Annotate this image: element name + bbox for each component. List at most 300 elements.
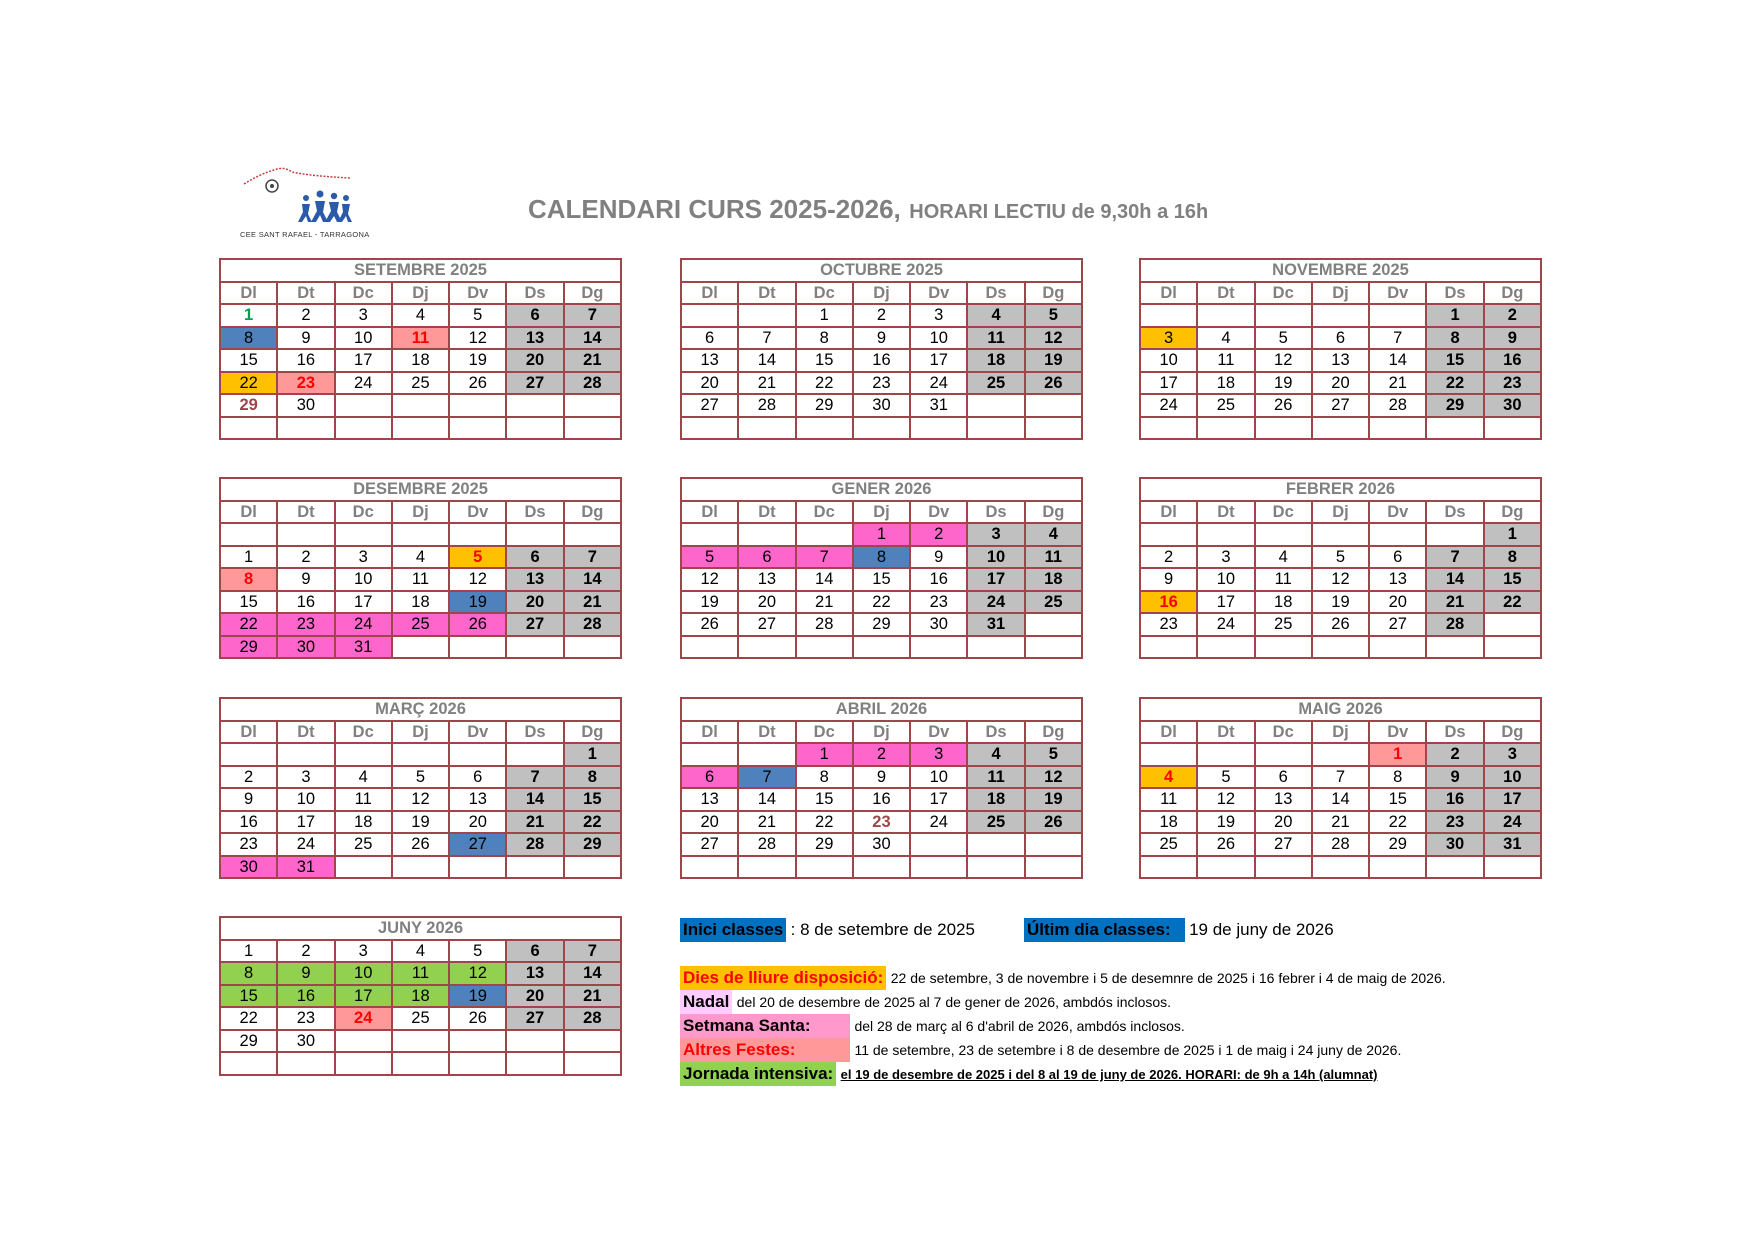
day-cell	[449, 523, 506, 546]
day-cell	[392, 394, 449, 417]
day-cell: 19	[1197, 811, 1254, 834]
day-cell	[564, 636, 621, 659]
day-cell: 20	[1255, 811, 1312, 834]
day-cell: 6	[449, 766, 506, 789]
day-cell: 25	[392, 613, 449, 636]
legend-nadal-text: del 20 de desembre de 2025 al 7 de gener de 2026, ambdós inclosos.	[736, 994, 1172, 1010]
day-cell: 26	[449, 1007, 506, 1030]
day-cell: 31	[335, 636, 392, 659]
day-cell	[506, 394, 563, 417]
day-cell	[681, 523, 738, 546]
day-cell	[564, 1030, 621, 1053]
day-cell: 12	[1197, 788, 1254, 811]
weekday-header: Ds	[506, 501, 563, 524]
day-cell: 5	[1025, 743, 1082, 766]
day-cell: 23	[853, 811, 910, 834]
day-cell	[1369, 523, 1426, 546]
day-cell: 27	[449, 833, 506, 856]
day-cell	[910, 833, 967, 856]
day-cell: 11	[1025, 546, 1082, 569]
day-cell: 29	[1426, 394, 1483, 417]
day-cell: 22	[1426, 372, 1483, 395]
day-cell	[1025, 613, 1082, 636]
day-cell: 13	[506, 568, 563, 591]
day-cell: 31	[277, 856, 334, 879]
weekday-header: Dc	[796, 282, 853, 305]
day-cell: 3	[967, 523, 1024, 546]
day-cell: 19	[1255, 372, 1312, 395]
day-cell: 3	[1484, 743, 1541, 766]
day-cell: 4	[1255, 546, 1312, 569]
day-cell: 8	[220, 327, 277, 350]
weekday-header: Dc	[796, 721, 853, 744]
day-cell: 5	[1312, 546, 1369, 569]
weekday-header: Dt	[277, 501, 334, 524]
day-cell: 24	[1140, 394, 1197, 417]
day-cell: 2	[1426, 743, 1483, 766]
day-cell	[335, 1030, 392, 1053]
day-cell: 20	[681, 372, 738, 395]
day-cell	[967, 833, 1024, 856]
day-cell	[1312, 636, 1369, 659]
day-cell	[1025, 417, 1082, 440]
month-title: JUNY 2026	[220, 917, 621, 940]
weekday-header: Dc	[796, 501, 853, 524]
day-cell	[1369, 856, 1426, 879]
day-cell	[1197, 743, 1254, 766]
day-cell	[506, 743, 563, 766]
day-cell: 4	[967, 304, 1024, 327]
day-cell: 2	[277, 304, 334, 327]
day-cell: 22	[796, 811, 853, 834]
day-cell: 24	[1484, 811, 1541, 834]
day-cell: 17	[910, 349, 967, 372]
legend-end-label: Últim dia classes:	[1024, 918, 1185, 942]
day-cell: 11	[1140, 788, 1197, 811]
day-cell: 10	[910, 766, 967, 789]
day-cell: 8	[220, 568, 277, 591]
weekday-header: Dt	[738, 501, 795, 524]
month-calendar	[219, 916, 622, 1076]
day-cell: 15	[220, 591, 277, 614]
legend-jornada	[680, 1062, 1378, 1086]
day-cell	[506, 856, 563, 879]
weekday-header: Ds	[967, 282, 1024, 305]
month-title: SETEMBRE 2025	[220, 259, 621, 282]
day-cell: 29	[853, 613, 910, 636]
title-sub: HORARI LECTIU de 9,30h a 16h	[909, 201, 1209, 223]
month-calendar	[680, 477, 1083, 659]
weekday-header: Dj	[853, 501, 910, 524]
weekday-header: Dc	[335, 501, 392, 524]
day-cell: 14	[1369, 349, 1426, 372]
weekday-header: Dl	[1140, 282, 1197, 305]
day-cell: 19	[449, 591, 506, 614]
day-cell: 12	[1025, 766, 1082, 789]
day-cell: 30	[910, 613, 967, 636]
weekday-header: Dj	[392, 501, 449, 524]
day-cell: 29	[796, 833, 853, 856]
day-cell: 10	[335, 568, 392, 591]
day-cell: 28	[1369, 394, 1426, 417]
page-title	[528, 194, 1208, 225]
weekday-header: Dg	[1484, 282, 1541, 305]
day-cell	[220, 743, 277, 766]
day-cell: 16	[277, 591, 334, 614]
day-cell	[796, 417, 853, 440]
day-cell: 30	[1426, 833, 1483, 856]
day-cell	[853, 417, 910, 440]
day-cell: 3	[277, 766, 334, 789]
day-cell: 28	[796, 613, 853, 636]
day-cell: 7	[738, 766, 795, 789]
day-cell: 27	[506, 613, 563, 636]
day-cell: 12	[681, 568, 738, 591]
day-cell: 3	[910, 743, 967, 766]
day-cell: 14	[738, 349, 795, 372]
day-cell: 16	[277, 349, 334, 372]
day-cell: 16	[220, 811, 277, 834]
day-cell: 9	[277, 568, 334, 591]
day-cell	[1140, 856, 1197, 879]
day-cell: 14	[564, 568, 621, 591]
legend-jornada-label: Jornada intensiva:	[680, 1062, 836, 1086]
day-cell: 20	[506, 985, 563, 1008]
day-cell: 6	[506, 304, 563, 327]
day-cell: 25	[392, 1007, 449, 1030]
day-cell	[449, 1030, 506, 1053]
day-cell: 29	[220, 636, 277, 659]
day-cell: 30	[277, 636, 334, 659]
weekday-header: Dj	[853, 721, 910, 744]
day-cell: 12	[449, 568, 506, 591]
day-cell: 19	[1025, 788, 1082, 811]
day-cell: 9	[1140, 568, 1197, 591]
month-calendar	[680, 258, 1083, 440]
day-cell	[220, 523, 277, 546]
weekday-header: Dj	[392, 282, 449, 305]
weekday-header: Dj	[1312, 501, 1369, 524]
day-cell	[796, 523, 853, 546]
day-cell: 14	[738, 788, 795, 811]
day-cell: 4	[335, 766, 392, 789]
day-cell: 30	[853, 394, 910, 417]
day-cell: 2	[1484, 304, 1541, 327]
day-cell	[220, 1052, 277, 1075]
day-cell	[1312, 417, 1369, 440]
day-cell: 22	[220, 372, 277, 395]
day-cell: 25	[1255, 613, 1312, 636]
day-cell	[392, 523, 449, 546]
day-cell	[392, 856, 449, 879]
day-cell: 10	[1484, 766, 1541, 789]
day-cell: 6	[738, 546, 795, 569]
day-cell	[277, 743, 334, 766]
day-cell: 11	[1255, 568, 1312, 591]
day-cell: 25	[1140, 833, 1197, 856]
day-cell: 22	[1369, 811, 1426, 834]
day-cell: 2	[853, 743, 910, 766]
weekday-header: Dt	[277, 282, 334, 305]
day-cell: 7	[1426, 546, 1483, 569]
weekday-header: Dl	[681, 721, 738, 744]
day-cell	[1140, 636, 1197, 659]
day-cell: 1	[1369, 743, 1426, 766]
day-cell: 24	[335, 1007, 392, 1030]
day-cell: 6	[1369, 546, 1426, 569]
day-cell: 24	[335, 613, 392, 636]
day-cell	[449, 394, 506, 417]
day-cell: 18	[392, 591, 449, 614]
month-title: MARÇ 2026	[220, 698, 621, 721]
day-cell	[335, 743, 392, 766]
weekday-header: Dg	[1484, 721, 1541, 744]
day-cell	[1426, 856, 1483, 879]
legend-end-text: 19 de juny de 2026	[1189, 920, 1334, 939]
day-cell: 26	[1025, 372, 1082, 395]
day-cell: 13	[1255, 788, 1312, 811]
day-cell: 10	[1140, 349, 1197, 372]
day-cell: 5	[392, 766, 449, 789]
day-cell: 20	[449, 811, 506, 834]
legend-jornada-text: el 19 de desembre de 2025 i del 8 al 19 de juny de 2026. HORARI: de 9h a 14h (alumnat)	[840, 1067, 1378, 1082]
day-cell: 17	[1484, 788, 1541, 811]
day-cell: 15	[220, 985, 277, 1008]
day-cell	[1312, 856, 1369, 879]
day-cell: 8	[853, 546, 910, 569]
day-cell: 18	[967, 788, 1024, 811]
day-cell: 9	[910, 546, 967, 569]
day-cell: 3	[335, 546, 392, 569]
day-cell: 3	[335, 304, 392, 327]
day-cell: 19	[1025, 349, 1082, 372]
day-cell: 20	[1369, 591, 1426, 614]
day-cell: 17	[335, 349, 392, 372]
day-cell	[1255, 856, 1312, 879]
day-cell: 14	[506, 788, 563, 811]
day-cell	[967, 394, 1024, 417]
day-cell	[1369, 304, 1426, 327]
day-cell	[967, 417, 1024, 440]
day-cell: 27	[681, 394, 738, 417]
day-cell: 4	[967, 743, 1024, 766]
day-cell	[277, 523, 334, 546]
day-cell: 2	[220, 766, 277, 789]
day-cell: 21	[564, 349, 621, 372]
logo-text: CEE SANT RAFAEL - TARRAGONA	[240, 230, 370, 239]
day-cell: 26	[1312, 613, 1369, 636]
day-cell: 31	[1484, 833, 1541, 856]
day-cell: 19	[449, 349, 506, 372]
day-cell	[853, 636, 910, 659]
day-cell: 26	[681, 613, 738, 636]
day-cell: 2	[1140, 546, 1197, 569]
day-cell: 16	[853, 788, 910, 811]
day-cell	[681, 636, 738, 659]
day-cell: 4	[392, 304, 449, 327]
day-cell	[1312, 743, 1369, 766]
day-cell: 26	[1255, 394, 1312, 417]
day-cell	[1025, 856, 1082, 879]
day-cell: 16	[853, 349, 910, 372]
day-cell	[1197, 304, 1254, 327]
month-title: ABRIL 2026	[681, 698, 1082, 721]
day-cell: 4	[392, 546, 449, 569]
day-cell: 18	[1197, 372, 1254, 395]
day-cell: 24	[967, 591, 1024, 614]
day-cell: 26	[449, 372, 506, 395]
day-cell: 26	[1197, 833, 1254, 856]
day-cell: 18	[392, 985, 449, 1008]
day-cell: 14	[1426, 568, 1483, 591]
day-cell	[1484, 417, 1541, 440]
month-calendar	[219, 697, 622, 879]
weekday-header: Dv	[910, 282, 967, 305]
day-cell	[1255, 743, 1312, 766]
day-cell	[392, 1030, 449, 1053]
day-cell	[449, 1052, 506, 1075]
day-cell: 14	[564, 962, 621, 985]
day-cell: 28	[506, 833, 563, 856]
day-cell: 1	[220, 304, 277, 327]
day-cell	[1484, 613, 1541, 636]
day-cell: 30	[1484, 394, 1541, 417]
day-cell: 21	[1312, 811, 1369, 834]
weekday-header: Dl	[220, 721, 277, 744]
day-cell: 24	[277, 833, 334, 856]
weekday-header: Dt	[738, 721, 795, 744]
day-cell: 29	[220, 1030, 277, 1053]
day-cell: 19	[449, 985, 506, 1008]
day-cell	[392, 417, 449, 440]
day-cell: 13	[681, 349, 738, 372]
day-cell: 16	[1484, 349, 1541, 372]
weekday-header: Ds	[967, 721, 1024, 744]
weekday-header: Dg	[1025, 282, 1082, 305]
day-cell	[449, 743, 506, 766]
day-cell: 30	[277, 394, 334, 417]
day-cell	[796, 856, 853, 879]
day-cell: 10	[1197, 568, 1254, 591]
day-cell: 24	[1197, 613, 1254, 636]
weekday-header: Dg	[564, 721, 621, 744]
weekday-header: Dc	[1255, 501, 1312, 524]
day-cell	[967, 856, 1024, 879]
day-cell	[681, 743, 738, 766]
day-cell	[738, 636, 795, 659]
weekday-header: Dv	[1369, 282, 1426, 305]
day-cell: 29	[220, 394, 277, 417]
legend-setmana-santa	[680, 1014, 1185, 1038]
day-cell	[1369, 636, 1426, 659]
day-cell: 8	[796, 766, 853, 789]
day-cell	[853, 856, 910, 879]
day-cell: 23	[1140, 613, 1197, 636]
day-cell	[449, 636, 506, 659]
weekday-header: Dg	[564, 501, 621, 524]
day-cell: 15	[853, 568, 910, 591]
weekday-header: Dv	[910, 501, 967, 524]
day-cell: 20	[1312, 372, 1369, 395]
legend-ss-text: del 28 de març al 6 d'abril de 2026, ambdós inclosos.	[854, 1018, 1185, 1034]
day-cell	[1255, 304, 1312, 327]
month-calendar	[219, 258, 622, 440]
legend-free-label: Dies de lliure disposició:	[680, 966, 886, 990]
day-cell: 11	[392, 327, 449, 350]
month-title: OCTUBRE 2025	[681, 259, 1082, 282]
day-cell: 14	[564, 327, 621, 350]
day-cell: 9	[853, 327, 910, 350]
day-cell: 17	[910, 788, 967, 811]
month-calendar	[1139, 258, 1542, 440]
day-cell: 7	[564, 546, 621, 569]
day-cell: 22	[1484, 591, 1541, 614]
day-cell	[796, 636, 853, 659]
day-cell: 9	[277, 327, 334, 350]
month-title: MAIG 2026	[1140, 698, 1541, 721]
day-cell	[564, 523, 621, 546]
month-title: NOVEMBRE 2025	[1140, 259, 1541, 282]
day-cell: 30	[277, 1030, 334, 1053]
day-cell: 23	[910, 591, 967, 614]
day-cell: 13	[449, 788, 506, 811]
day-cell	[335, 417, 392, 440]
day-cell: 31	[910, 394, 967, 417]
day-cell: 15	[1484, 568, 1541, 591]
day-cell	[738, 856, 795, 879]
day-cell	[1197, 417, 1254, 440]
weekday-header: Dt	[1197, 282, 1254, 305]
day-cell: 1	[564, 743, 621, 766]
day-cell	[1369, 417, 1426, 440]
weekday-header: Ds	[967, 501, 1024, 524]
weekday-header: Dj	[392, 721, 449, 744]
day-cell: 14	[796, 568, 853, 591]
day-cell: 21	[564, 985, 621, 1008]
weekday-header: Dl	[220, 501, 277, 524]
day-cell: 28	[564, 1007, 621, 1030]
weekday-header: Dv	[1369, 721, 1426, 744]
day-cell: 30	[220, 856, 277, 879]
day-cell: 27	[506, 372, 563, 395]
day-cell: 23	[277, 1007, 334, 1030]
day-cell: 28	[738, 394, 795, 417]
day-cell: 10	[910, 327, 967, 350]
day-cell: 28	[564, 613, 621, 636]
legend-free	[680, 966, 1446, 990]
day-cell: 22	[220, 1007, 277, 1030]
day-cell: 15	[220, 349, 277, 372]
day-cell	[392, 1052, 449, 1075]
day-cell: 22	[853, 591, 910, 614]
day-cell: 13	[1312, 349, 1369, 372]
day-cell: 22	[220, 613, 277, 636]
day-cell: 1	[220, 940, 277, 963]
day-cell	[681, 304, 738, 327]
day-cell: 9	[277, 962, 334, 985]
day-cell: 17	[1197, 591, 1254, 614]
day-cell	[1255, 523, 1312, 546]
day-cell: 12	[1025, 327, 1082, 350]
day-cell: 11	[967, 327, 1024, 350]
day-cell: 9	[853, 766, 910, 789]
day-cell: 21	[1369, 372, 1426, 395]
day-cell: 11	[967, 766, 1024, 789]
weekday-header: Dv	[910, 721, 967, 744]
day-cell	[681, 417, 738, 440]
weekday-header: Dt	[1197, 721, 1254, 744]
day-cell: 26	[449, 613, 506, 636]
